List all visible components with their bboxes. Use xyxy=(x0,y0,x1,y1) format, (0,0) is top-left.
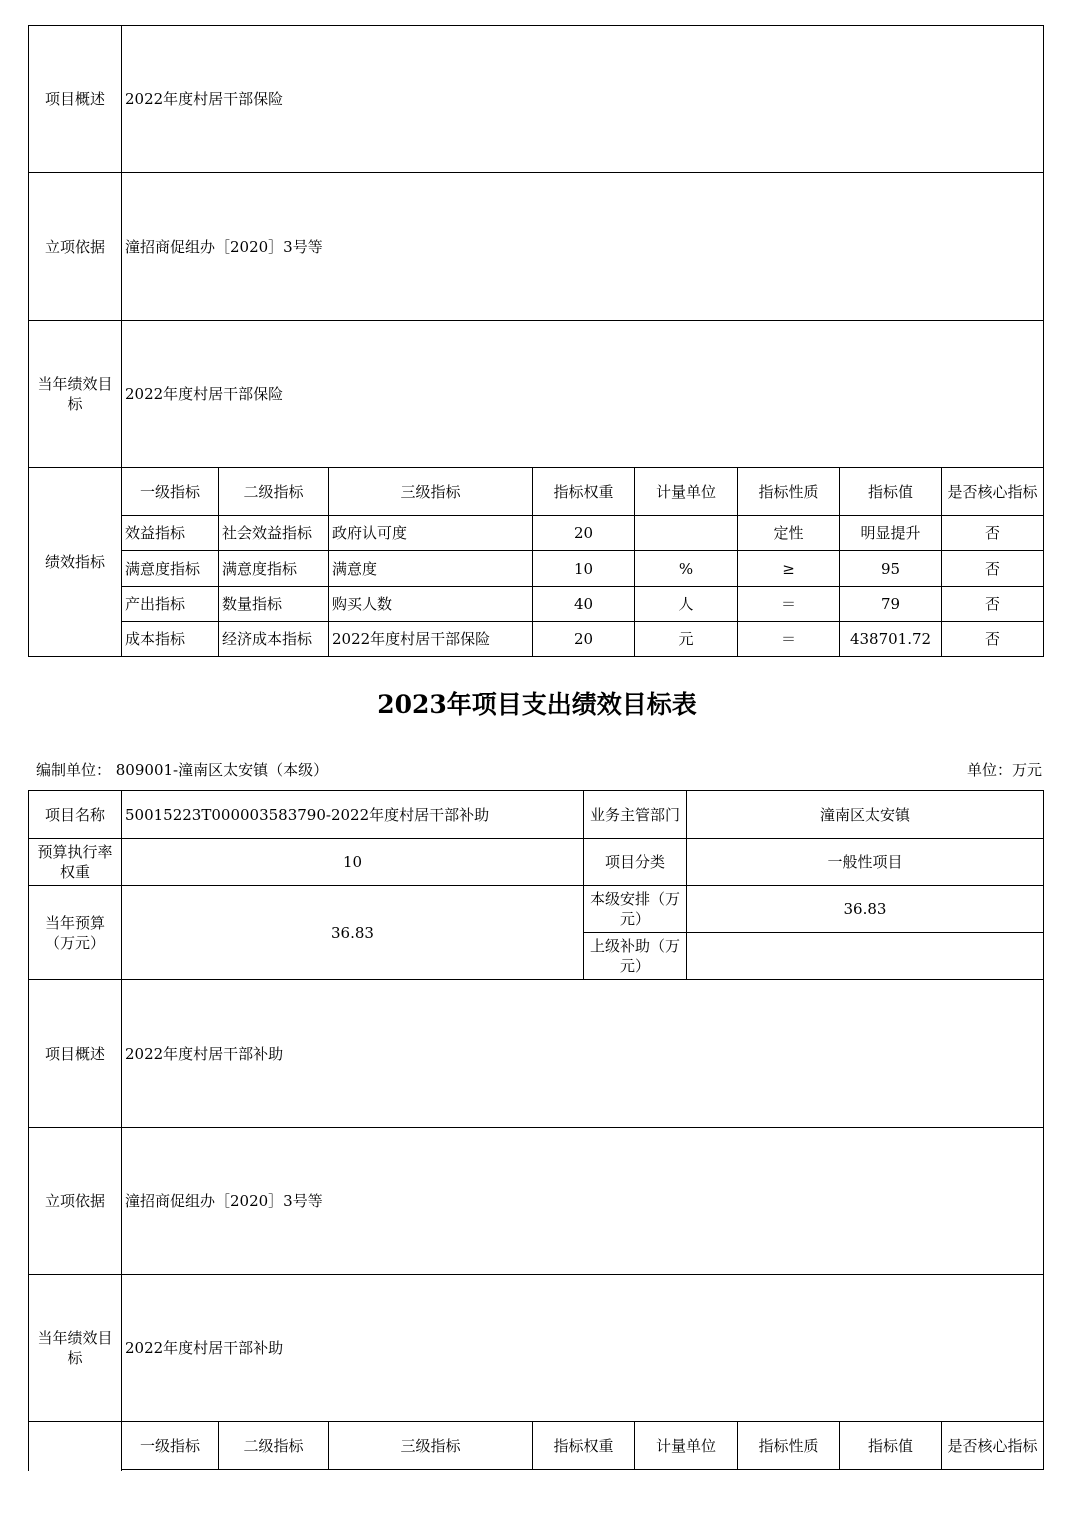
project-name-label: 项目名称 xyxy=(28,790,122,839)
department-value: 潼南区太安镇 xyxy=(686,790,1044,839)
indicator-header: 二级指标 xyxy=(218,1421,329,1470)
currency-unit: 单位：万元 xyxy=(966,761,1042,779)
indicator-cell: 40 xyxy=(532,586,635,622)
execution-weight-value: 10 xyxy=(121,838,584,886)
indicator-cell: 20 xyxy=(532,515,635,551)
indicator-cell: 购买人数 xyxy=(328,586,533,622)
indicator-cell: 79 xyxy=(839,586,942,622)
indicator-cell: 95 xyxy=(839,550,942,587)
local-arrangement-value: 36.83 xyxy=(686,885,1044,933)
indicator-cell: 否 xyxy=(941,586,1044,622)
indicator-cell xyxy=(634,515,738,551)
performance-label: 绩效指标 xyxy=(28,467,122,657)
indicator-header: 指标值 xyxy=(839,467,942,516)
table-title: 2023年项目支出绩效目标表 xyxy=(377,690,697,719)
indicator-cell: 元 xyxy=(634,621,738,657)
department-label: 业务主管部门 xyxy=(583,790,687,839)
indicator-header: 是否核心指标 xyxy=(941,467,1044,516)
indicator-cell: 否 xyxy=(941,621,1044,657)
project-name-value: 50015223T000003583790-2022年度村居干部补助 xyxy=(121,790,584,839)
indicator-cell: 定性 xyxy=(737,515,840,551)
basis-value: 潼招商促组办［2020］3号等 xyxy=(121,1127,1044,1275)
indicator-cell: 人 xyxy=(634,586,738,622)
indicator-cell: 满意度指标 xyxy=(121,550,219,587)
upper-subsidy-label: 上级补助（万元） xyxy=(583,932,687,980)
indicator-header: 指标性质 xyxy=(737,467,840,516)
indicator-header: 二级指标 xyxy=(218,467,329,516)
indicator-cell: 经济成本指标 xyxy=(218,621,329,657)
indicator-header: 计量单位 xyxy=(634,467,738,516)
indicator-header: 指标值 xyxy=(839,1421,942,1470)
indicator-header: 三级指标 xyxy=(328,467,533,516)
indicator-cell: 社会效益指标 xyxy=(218,515,329,551)
indicator-cell: 政府认可度 xyxy=(328,515,533,551)
basis-label: 立项依据 xyxy=(28,172,122,321)
budget-label: 当年预算（万元） xyxy=(28,885,122,980)
category-label: 项目分类 xyxy=(583,838,687,886)
indicator-cell: 成本指标 xyxy=(121,621,219,657)
indicator-cell: 438701.72 xyxy=(839,621,942,657)
indicator-header: 指标权重 xyxy=(532,1421,635,1470)
indicator-cell: 10 xyxy=(532,550,635,587)
indicator-cell: 效益指标 xyxy=(121,515,219,551)
basis-value: 潼招商促组办［2020］3号等 xyxy=(121,172,1044,321)
overview-label: 项目概述 xyxy=(28,979,122,1128)
indicator-cell: ＝ xyxy=(737,621,840,657)
indicator-cell: 满意度指标 xyxy=(218,550,329,587)
indicator-cell: % xyxy=(634,550,738,587)
indicator-header: 指标性质 xyxy=(737,1421,840,1470)
indicator-cell: 满意度 xyxy=(328,550,533,587)
category-value: 一般性项目 xyxy=(686,838,1044,886)
budget-value: 36.83 xyxy=(121,885,584,980)
performance-label xyxy=(28,1421,122,1471)
upper-subsidy-value xyxy=(686,932,1044,980)
indicator-cell: 产出指标 xyxy=(121,586,219,622)
indicator-cell: 20 xyxy=(532,621,635,657)
indicator-cell: 数量指标 xyxy=(218,586,329,622)
overview-value: 2022年度村居干部补助 xyxy=(121,979,1044,1128)
indicator-cell: ＝ xyxy=(737,586,840,622)
indicator-header: 计量单位 xyxy=(634,1421,738,1470)
goal-value: 2022年度村居干部补助 xyxy=(121,1274,1044,1422)
local-arrangement-label: 本级安排（万元） xyxy=(583,885,687,933)
indicator-header: 指标权重 xyxy=(532,467,635,516)
goal-label: 当年绩效目标 xyxy=(28,1274,122,1422)
goal-label: 当年绩效目标 xyxy=(28,320,122,468)
indicator-header: 三级指标 xyxy=(328,1421,533,1470)
execution-weight-label: 预算执行率权重 xyxy=(28,838,122,886)
indicator-cell: 2022年度村居干部保险 xyxy=(328,621,533,657)
indicator-header: 是否核心指标 xyxy=(941,1421,1044,1470)
indicator-header: 一级指标 xyxy=(121,1421,219,1470)
indicator-header: 一级指标 xyxy=(121,467,219,516)
indicator-cell: ≥ xyxy=(737,550,840,587)
overview-label: 项目概述 xyxy=(28,25,122,173)
indicator-cell: 否 xyxy=(941,515,1044,551)
overview-value: 2022年度村居干部保险 xyxy=(121,25,1044,173)
compiling-unit: 编制单位： 809001-潼南区太安镇（本级） xyxy=(36,761,329,779)
indicator-cell: 否 xyxy=(941,550,1044,587)
basis-label: 立项依据 xyxy=(28,1127,122,1275)
goal-value: 2022年度村居干部保险 xyxy=(121,320,1044,468)
indicator-cell: 明显提升 xyxy=(839,515,942,551)
